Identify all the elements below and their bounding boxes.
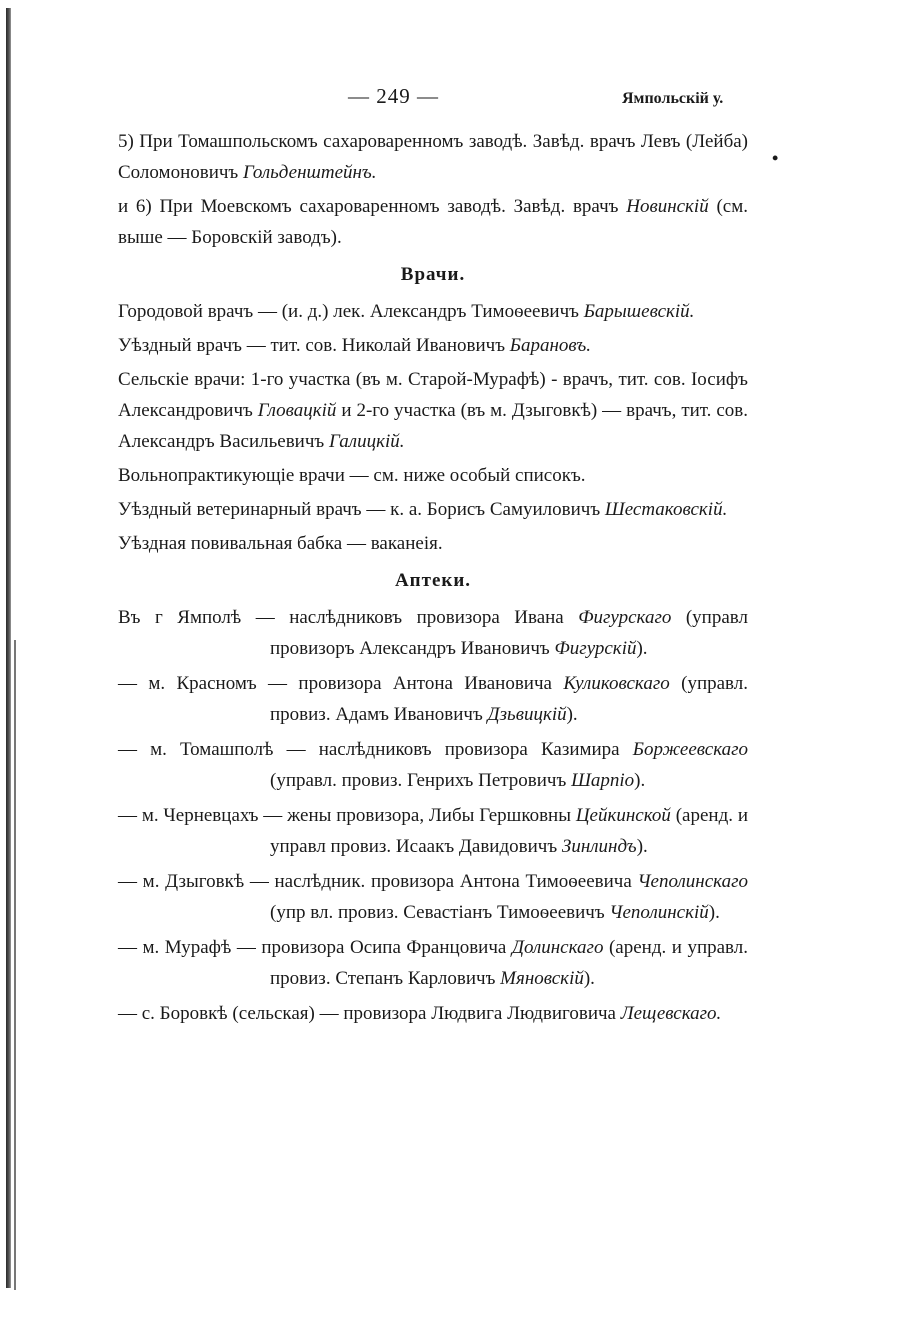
pharmacy-entry	[118, 800, 748, 862]
factory-paragraph-6	[118, 191, 748, 253]
rural-doctor-name-1: Гловацкій	[257, 400, 337, 421]
rural-doctors-text-1: Сельскіе врачи: 1-го участка (въ м. Старой-Мурафѣ) - врачъ, тит. сов. Іосифъ Александровичъ	[118, 369, 748, 421]
pharmacy-manager-text: (управл провизоръ Александръ Ивановичъ	[270, 607, 748, 659]
pharmacy-entry	[118, 734, 748, 796]
pharmacy-owner-name: Долинскаго	[511, 937, 604, 958]
factory-6-text: и 6) При Моевскомъ сахароваренномъ заводѣ. Завѣд. врачъ	[118, 196, 627, 217]
pharmacy-entry	[118, 602, 748, 664]
rural-doctors-entry	[118, 364, 748, 457]
rural-doctor-name-2: Галицкій.	[328, 431, 405, 452]
pharmacy-place: — м. Дзыговкѣ	[118, 871, 245, 892]
pharmacy-owner-name: Фигурскаго	[578, 607, 672, 628]
pharmacy-place: — м. Мурафѣ	[118, 937, 232, 958]
factory-5-text: 5) При Томашпольскомъ сахароваренномъ заводѣ. Завѣд. врачъ Левъ (Лейба) Соломоновичъ	[118, 131, 748, 183]
pharmacy-owner-name: Цейкинской	[575, 805, 671, 826]
pharmacy-owner-text: — провизора Осипа Францовича	[231, 937, 512, 958]
pharmacy-manager-text: (управл. провиз. Адамъ Ивановичъ	[270, 673, 749, 725]
pharmacy-owner-text: — жены провизора, Либы Гершковны	[258, 805, 576, 826]
factory-6-doctor-name: Новинскій	[626, 196, 709, 217]
pharmacy-manager-name: Шарпіо	[571, 770, 635, 791]
pharmacy-owner-name: Чеполинскаго	[637, 871, 748, 892]
pharmacy-owner-text: — наслѣдниковъ провизора Казимира	[273, 739, 633, 760]
pharmacy-closing: ).	[566, 704, 578, 725]
pharmacy-closing: ).	[636, 638, 648, 659]
free-practice-entry: Вольнопрактикующіе врачи — см. ниже особый списокъ.	[118, 465, 586, 486]
spine-shadow	[6, 8, 11, 1288]
factory-6-note: (см. выше — Боровскій заводъ).	[118, 196, 748, 248]
uezd-doctor-text: Уѣздный врачъ — тит. сов. Николай Ивановичъ	[118, 335, 510, 356]
section-heading-doctors: Врачи.	[400, 264, 466, 285]
vet-doctor-name: Шестаковскій.	[604, 499, 728, 520]
stray-ink-mark: •	[772, 148, 779, 168]
pharmacy-manager-text: (упр вл. провиз. Севастіанъ Тимоѳеевичъ	[270, 902, 610, 923]
pharmacy-manager-name: Фигурскій	[554, 638, 637, 659]
rural-doctors-text-2: и 2-го участка (въ м. Дзыговкѣ) — врачъ, тит. сов. Александръ Васильевичъ	[118, 400, 749, 452]
uezd-doctor-entry	[118, 330, 748, 361]
pharmacy-owner-text: (сельская) — провизора Людвига Людвиговича	[227, 1003, 621, 1024]
pharmacy-closing: ).	[636, 836, 648, 857]
pharmacy-manager-name: Зинлиндъ	[561, 836, 637, 857]
pharmacy-place: — с. Боровкѣ	[118, 1003, 228, 1024]
pharmacy-owner-text: — наслѣдник. провизора Антона Тимоѳеевича	[244, 871, 638, 892]
pharmacy-place: — м. Красномъ	[118, 673, 257, 694]
page-header	[0, 84, 900, 114]
pharmacy-manager-name: Мяновскій	[500, 968, 584, 989]
pharmacy-manager-text: (управл. провиз. Генрихъ Петровичъ	[270, 770, 572, 791]
vet-doctor-entry	[118, 494, 748, 525]
pharmacy-manager-text: (аренд. и управл. провиз. Степанъ Карловичъ	[270, 937, 749, 989]
pharmacy-list	[118, 602, 748, 1029]
pharmacy-place: Въ г Ямполѣ	[118, 607, 242, 628]
pharmacy-place: — м. Томашполѣ	[118, 739, 274, 760]
factory-paragraph-5	[118, 126, 748, 188]
city-doctor-name: Барышевскій.	[583, 301, 695, 322]
pharmacy-place: — м. Черневцахъ	[118, 805, 259, 826]
vet-doctor-text: Уѣздный ветеринарный врачъ — к. а. Борисъ Самуиловичъ	[118, 499, 605, 520]
factory-5-doctor-name: Гольденштейнъ.	[243, 162, 377, 183]
pharmacy-entry	[118, 932, 748, 994]
pharmacy-closing: ).	[708, 902, 720, 923]
pharmacy-manager-name: Дзьвицкій	[487, 704, 567, 725]
pharmacy-manager-text: (аренд. и управл провиз. Исаакъ Давидовичъ	[270, 805, 748, 857]
pharmacy-manager-name: Чеполинскій	[609, 902, 709, 923]
pharmacy-owner-name: Лещевскаго.	[620, 1003, 722, 1024]
pharmacy-entry	[118, 668, 748, 730]
pharmacy-owner-text: — наслѣдниковъ провизора Ивана	[241, 607, 579, 628]
running-head-district: Ямпольскій у.	[622, 90, 724, 107]
uezd-doctor-name: Барановъ.	[509, 335, 592, 356]
midwife-entry: Уѣздная повивальная бабка — ваканеія.	[118, 533, 443, 554]
pharmacy-owner-name: Боржеевскаго	[632, 739, 749, 760]
pharmacy-entry	[118, 998, 748, 1029]
pharmacy-closing: ).	[634, 770, 646, 791]
pharmacy-owner-text: — провизора Антона Ивановича	[256, 673, 564, 694]
page-number: — 249 —	[348, 84, 439, 108]
pharmacy-closing: ).	[583, 968, 595, 989]
page-body	[118, 126, 748, 1033]
section-heading-pharmacies: Аптеки.	[394, 570, 472, 591]
spine-shadow-inner	[14, 640, 16, 1290]
book-spine-edge	[0, 0, 22, 1330]
city-doctor-text: Городовой врачъ — (и. д.) лек. Александръ Тимоѳеевичъ	[118, 301, 584, 322]
city-doctor-entry	[118, 296, 748, 327]
pharmacy-owner-name: Куликовскаго	[563, 673, 670, 694]
pharmacy-entry	[118, 866, 748, 928]
